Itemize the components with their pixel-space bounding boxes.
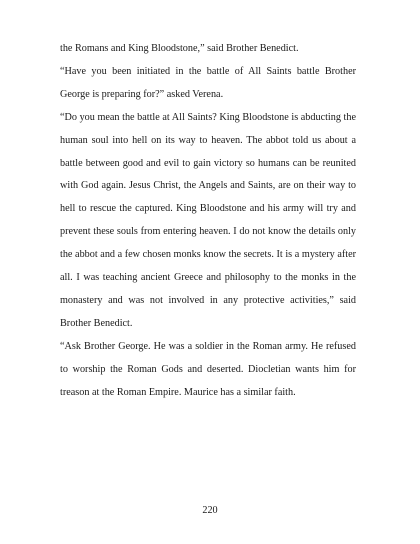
paragraph: “Have you been initiated in the battle of All Saints battle Brother George is preparing for?” asked Verena. [60,65,356,100]
paragraph: the Romans and King Bloodstone,” said Brother Benedict. [60,43,299,54]
paragraph: “Do you mean the battle at All Saints? King Bloodstone is abducting the human soul into hell on its way to heaven. The abbot told us about a battle between good and evil to gain victory so humans can be reunited with God again. Jesus Christ, the Angels and Saints, are on their way to hell to rescue the captured. King Bloodstone and his army will try and prevent these souls from entering heaven. I do not know the details only the abbot and a few chosen monks know the secrets. It is a mystery after all. I was teaching ancient Greece and philosophy to the monks in the monastery and was not involved in any protective activities,” said Brother Benedict. [60,111,356,329]
page-number: 220 [202,505,218,516]
paragraph: “Ask Brother George. He was a soldier in the Roman army. He refused to worship the Roman Gods and deserted. Diocletian wants him for treason at the Roman Empire. Maurice has a similar faith. [60,340,356,398]
body-text [60,38,356,405]
